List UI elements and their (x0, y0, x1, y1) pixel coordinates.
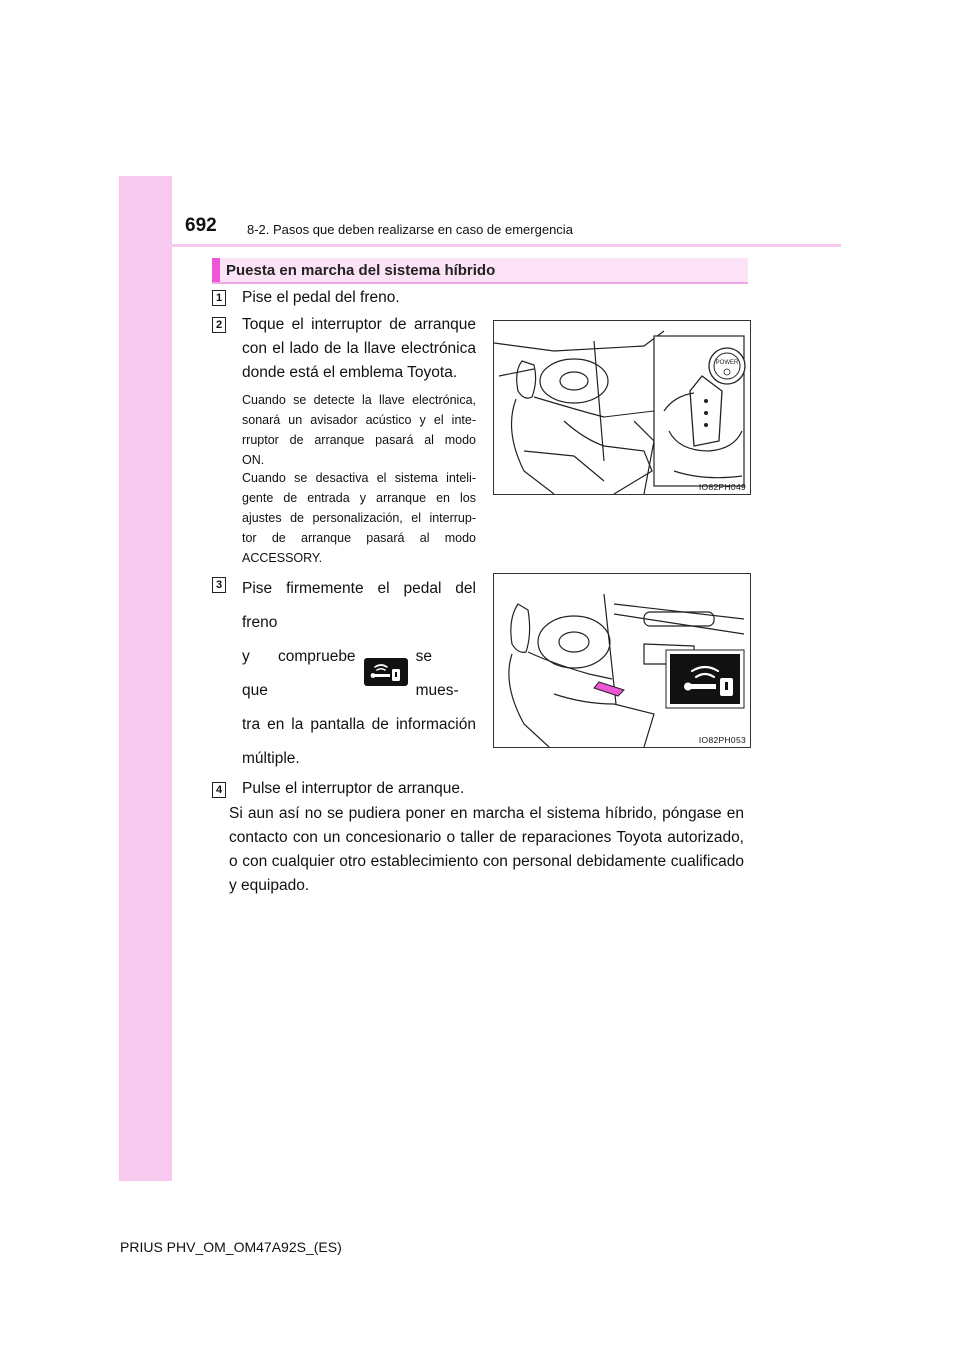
chapter-title: 8-2. Pasos que deben realizarse en caso de emergencia (247, 222, 573, 237)
step-2-note-2 (242, 468, 476, 568)
step-3-text-part: se mues- (415, 648, 459, 699)
figure-code: IO82PH049 (698, 482, 746, 492)
note-line: ACCESSORY. (242, 551, 323, 565)
step-4-text: Pulse el interruptor de arranque. (242, 780, 465, 797)
page-number: 692 (185, 215, 217, 236)
step-2-line: Toque el interruptor de arranque (242, 316, 476, 333)
note-line: sonará un avisador acústico y el inte- (242, 413, 476, 427)
step-4-marker: 4 (212, 782, 226, 798)
step-1-marker: 1 (212, 290, 226, 306)
header-rule (119, 244, 841, 247)
step-2-text (242, 313, 476, 385)
step-3-line: Pise firmemente el pedal del freno (242, 580, 476, 631)
figure-code: IO82PH053 (698, 735, 746, 745)
step-3-line: tra en la pantalla de información (242, 716, 476, 733)
step-1-text: Pise el pedal del freno. (242, 289, 400, 306)
step-2-line: donde está el emblema Toyota. (242, 364, 458, 381)
step-2-note-1 (242, 390, 476, 470)
note-line: rruptor de arranque pasará al modo (242, 433, 476, 447)
figure-power-switch (493, 320, 751, 495)
step-3-text-part: y compruebe que (242, 648, 356, 699)
side-tab-bar (119, 176, 172, 1181)
note-line: Cuando se desactiva el sistema inteli- (242, 471, 476, 485)
note-line: Cuando se detecte la llave electrónica, (242, 393, 476, 407)
power-button-label: POWER (715, 360, 739, 366)
driver-illustration (494, 321, 750, 494)
step-3-text (242, 572, 476, 776)
note-line: ON. (242, 453, 265, 467)
section-heading (212, 258, 748, 284)
closing-paragraph: Si aun así no se pudiera poner en marcha el sistema híbrido, póngase en contacto con un concesionario o taller de reparaciones Toyota autorizado, o con cualquier otro establecimiento con personal debidamente cualificado y equipado. (229, 805, 744, 894)
note-line: tor de arranque pasará al modo (242, 531, 476, 545)
note-line: ajustes de personalización, el interrup- (242, 511, 476, 525)
step-3-marker: 3 (212, 577, 226, 593)
step-2-line: con el lado de la llave electrónica (242, 340, 476, 357)
note-line: gente de entrada y arranque en los (242, 491, 476, 505)
dashboard-illustration (494, 574, 750, 747)
step-2-marker: 2 (212, 317, 226, 333)
step-3-line-with-icon (242, 640, 476, 708)
section-title: Puesta en marcha del sistema híbrido (226, 262, 496, 279)
figure-indicator-display (493, 573, 751, 748)
footer-code: PRIUS PHV_OM_OM47A92S_(ES) (120, 1239, 342, 1255)
section-accent (212, 258, 220, 282)
smart-key-indicator-icon (364, 658, 408, 686)
step-3-line: múltiple. (242, 750, 300, 767)
